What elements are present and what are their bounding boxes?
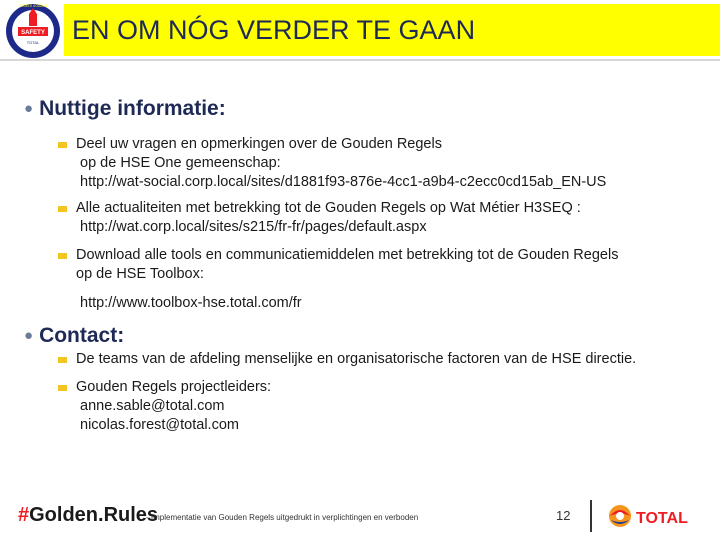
item-line: Download alle tools en communicatiemiddelen met betrekking tot de Gouden Regels [76, 247, 619, 263]
hash-symbol: # [18, 504, 30, 526]
toolbox-link[interactable]: http://www.toolbox-hse.total.com/fr [80, 295, 302, 311]
golden-rules-hashtag [18, 504, 158, 527]
item-line: De teams van de afdeling menselijke en organisatorische factoren van de HSE directie. [76, 351, 637, 367]
footer-subtitle: - Implementatie van Gouden Regels uitgedrukt in verplichtingen en verboden [146, 513, 419, 522]
email-link[interactable]: anne.sable@total.com [80, 398, 225, 414]
item-line: op de HSE Toolbox: [76, 266, 204, 282]
square-bullet-icon [58, 357, 67, 363]
footer-divider [590, 500, 592, 532]
square-bullet-icon [58, 206, 67, 212]
page-number: 12 [556, 508, 571, 523]
logo-text-safety: SAFETY [21, 30, 45, 36]
hashtag-text: Golden.Rules [29, 504, 159, 526]
item-line: Gouden Regels projectleiders: [76, 379, 272, 395]
slide-footer [0, 496, 720, 540]
item-line: op de HSE One gemeenschap: [80, 155, 281, 171]
total-brand-logo [608, 500, 708, 532]
bullet-dot: ● [24, 100, 34, 117]
logo-text-bottom: TOTAL [26, 40, 40, 45]
heading-text: Nuttige informatie: [39, 97, 226, 120]
heading-text: Contact: [39, 324, 125, 347]
email-link[interactable]: nicolas.forest@total.com [80, 417, 239, 433]
bullet-dot: ● [24, 327, 34, 344]
item-line: Alle actualiteiten met betrekking tot de Gouden Regels op Wat Métier H3SEQ : [76, 200, 581, 216]
item-link[interactable]: http://wat-social.corp.local/sites/d1881f93-876e-4cc1-a9b4-c2ecc0cd15ab_EN-US [80, 174, 607, 190]
brand-text: TOTAL [636, 510, 688, 527]
item-link[interactable]: http://wat.corp.local/sites/s215/fr-fr/pages/default.aspx [80, 219, 427, 235]
item-line: Deel uw vragen en opmerkingen over de Gouden Regels [76, 136, 442, 152]
square-bullet-icon [58, 385, 67, 391]
logo-text-top: REGELS GOUDEN [19, 4, 47, 8]
square-bullet-icon [58, 253, 67, 259]
slide-title: EN OM NÓG VERDER TE GAAN [72, 15, 476, 45]
section-heading-info [24, 97, 226, 121]
square-bullet-icon [58, 142, 67, 148]
section-heading-contact [24, 324, 124, 348]
